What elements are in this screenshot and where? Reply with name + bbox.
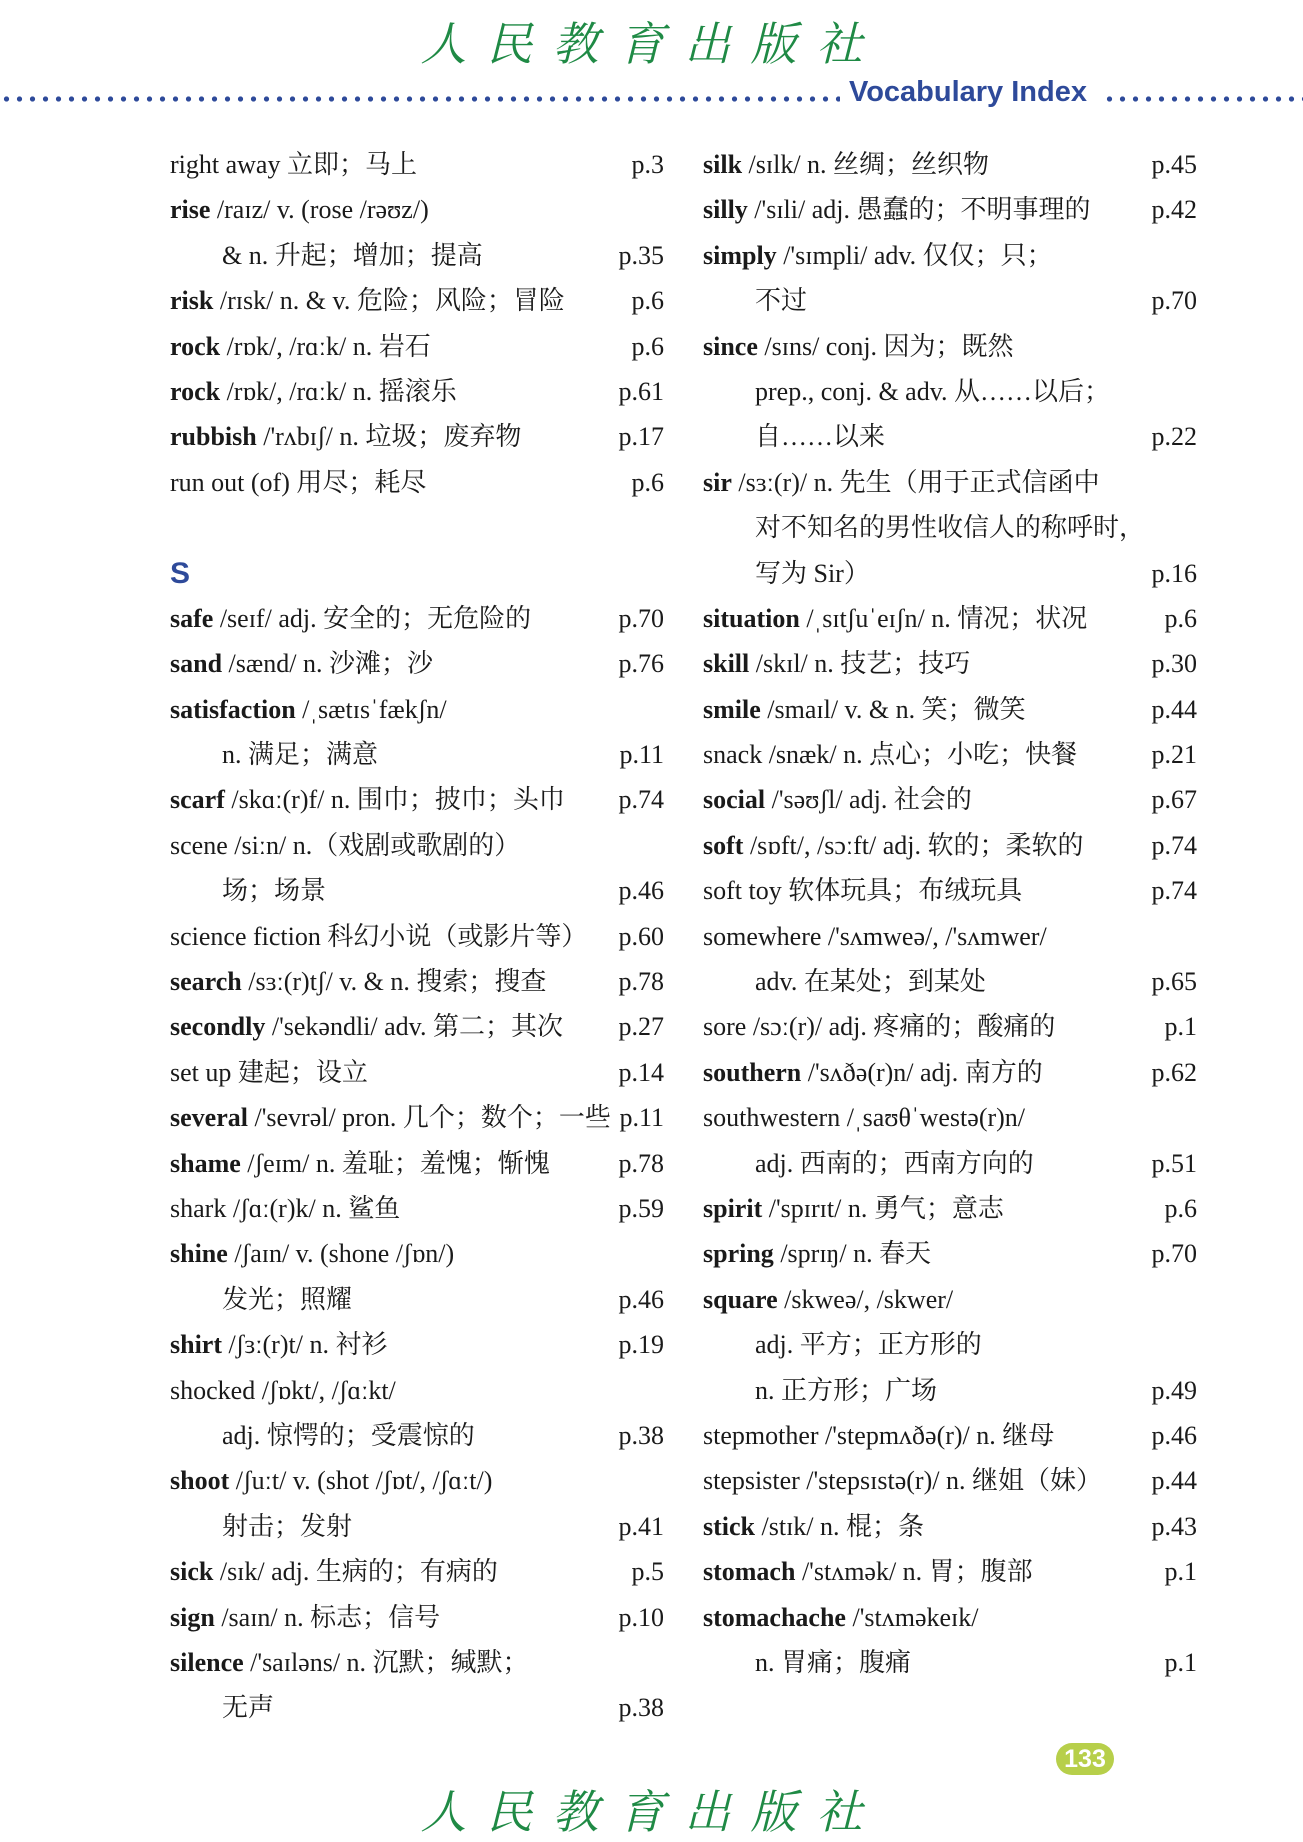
vocab-entry: [170, 641, 664, 686]
headword: rise: [170, 195, 211, 225]
entry-text: scene /siːn/ n.（戏剧或歌剧的）: [170, 830, 521, 860]
vocab-entry: [703, 687, 1197, 732]
vocab-entry: [170, 1640, 664, 1685]
entry-text: shark /ʃɑː(r)k/ n. 鲨鱼: [170, 1193, 401, 1223]
headword: safe: [170, 603, 214, 633]
entry-text: /skweə/, /skwer/: [777, 1284, 954, 1314]
headword: stomachache: [703, 1602, 846, 1632]
vocab-entry: [170, 1595, 664, 1640]
headword: rock: [170, 376, 221, 406]
vocab-entry: [703, 777, 1197, 822]
page-reference: p.74: [1151, 830, 1197, 860]
entry-continuation: [703, 414, 1197, 459]
headword: secondly: [170, 1012, 266, 1042]
headword: square: [703, 1284, 778, 1314]
entry-text: 对不知名的男性收信人的称呼时，: [755, 513, 1146, 543]
blank-line: [170, 505, 664, 550]
vocab-entry: [703, 914, 1197, 959]
entry-text: n. 满足；满意: [222, 740, 379, 770]
page-reference: p.74: [1151, 876, 1197, 906]
entry-text: /ˌsætɪsˈfækʃn/: [295, 694, 447, 724]
entry-text: adj. 平方；正方形的: [755, 1330, 982, 1360]
headword: shirt: [170, 1330, 222, 1360]
vocab-entry: [170, 777, 664, 822]
page-reference: p.76: [618, 649, 664, 679]
page-reference: p.35: [618, 240, 664, 270]
entry-text: n. 正方形；广场: [755, 1375, 938, 1405]
vocab-entry: [703, 1595, 1197, 1640]
entry-text: /skɪl/ n. 技艺；技巧: [749, 649, 971, 679]
page-reference: p.16: [1151, 558, 1197, 588]
entry-continuation: [170, 1504, 664, 1549]
right-column: [703, 142, 1197, 1685]
page-reference: p.14: [618, 1057, 664, 1087]
headword: stick: [703, 1511, 755, 1541]
vocab-entry: [170, 1322, 664, 1367]
headword: rock: [170, 331, 221, 361]
entry-text: /stɪk/ n. 棍；条: [755, 1511, 925, 1541]
entry-text: prep., conj. & adv. 从……以后；: [755, 376, 1111, 406]
entry-text: snack /snæk/ n. 点心；小吃；快餐: [703, 740, 1078, 770]
entry-text: /smaɪl/ v. & n. 笑；微笑: [760, 694, 1026, 724]
vocab-entry: [170, 1004, 664, 1049]
page-reference: p.6: [631, 286, 664, 316]
page-reference: p.6: [631, 467, 664, 497]
entry-text: /rɒk/, /rɑːk/ n. 摇滚乐: [220, 376, 457, 406]
vocab-entry: [170, 687, 664, 732]
entry-text: /rɪsk/ n. & v. 危险；风险；冒险: [213, 286, 565, 316]
page-reference: p.3: [631, 150, 664, 179]
letter-heading: S: [170, 556, 191, 590]
vocab-entry: [703, 823, 1197, 868]
entry-text: stepsister /'stepsɪstə(r)/ n. 继姐（妹）: [703, 1466, 1102, 1496]
entry-continuation: [170, 233, 664, 278]
page-reference: p.70: [1151, 286, 1197, 316]
vocab-entry: [170, 278, 664, 323]
vocab-entry: [170, 187, 664, 232]
vocab-entry: [703, 1549, 1197, 1594]
entry-text: 射击；发射: [222, 1511, 353, 1541]
entry-text: /skɑː(r)f/ n. 围巾；披巾；头巾: [224, 785, 565, 815]
vocab-entry: [170, 1095, 664, 1140]
page-reference: p.78: [618, 967, 664, 997]
entry-text: adj. 惊愕的；受震惊的: [222, 1420, 475, 1450]
vocab-entry: [703, 460, 1197, 505]
page-reference: p.74: [618, 785, 664, 815]
entry-text: /ʃɜː(r)t/ n. 衬衫: [222, 1330, 388, 1360]
entry-continuation: [703, 369, 1197, 414]
entry-text: /sænd/ n. 沙滩；沙: [222, 649, 433, 679]
entry-text: /'stʌməkeɪk/: [845, 1602, 979, 1632]
publisher-logo-top: 人民教育出版社: [420, 17, 883, 71]
entry-text: /'stʌmək/ n. 胃；腹部: [795, 1557, 1033, 1587]
headword: silk: [703, 150, 743, 179]
page-reference: p.46: [618, 1284, 664, 1314]
page-reference: p.17: [618, 422, 664, 452]
headword: shame: [170, 1148, 241, 1178]
page-reference: p.42: [1151, 195, 1197, 225]
entry-text: 场；场景: [222, 876, 327, 906]
entry-text: sore /sɔː(r)/ adj. 疼痛的；酸痛的: [703, 1012, 1056, 1042]
headword: search: [170, 967, 242, 997]
headword: several: [170, 1103, 248, 1133]
page-reference: p.44: [1151, 1466, 1197, 1496]
entry-continuation: [170, 1277, 664, 1322]
page-reference: p.38: [618, 1420, 664, 1450]
page-reference: p.6: [631, 331, 664, 361]
headword: stomach: [703, 1557, 796, 1587]
vocab-entry: [170, 1231, 664, 1276]
page-reference: p.70: [1151, 1239, 1197, 1269]
headword: scarf: [170, 785, 225, 815]
page-reference: p.67: [1151, 785, 1197, 815]
headword: smile: [703, 694, 761, 724]
publisher-logo-bottom: 人民教育出版社: [420, 1785, 883, 1839]
entry-continuation: [170, 1685, 664, 1730]
entry-text: /raɪz/ v. (rose /rəʊz/): [210, 195, 429, 225]
entry-text: /sɜː(r)tʃ/ v. & n. 搜索；搜查: [241, 967, 547, 997]
entry-continuation: [170, 868, 664, 913]
vocab-entry: [703, 1095, 1197, 1140]
vocab-entry: [703, 187, 1197, 232]
page-reference: p.60: [618, 921, 664, 951]
entry-text: /sɜː(r)/ n. 先生（用于正式信函中: [731, 467, 1100, 497]
page-reference: p.21: [1151, 740, 1197, 770]
headword: sick: [170, 1557, 214, 1587]
entry-text: /seɪf/ adj. 安全的；无危险的: [213, 603, 532, 633]
entry-text: adj. 西南的；西南方向的: [755, 1148, 1034, 1178]
vocab-entry: [170, 1141, 664, 1186]
vocab-entry: [703, 324, 1197, 369]
entry-continuation: [703, 959, 1197, 1004]
vocab-entry: [170, 1458, 664, 1503]
page-reference: p.65: [1151, 967, 1197, 997]
vocab-entry: [703, 1050, 1197, 1095]
vocab-entry: [703, 233, 1197, 278]
page-reference: p.43: [1151, 1511, 1197, 1541]
entry-continuation: [703, 1141, 1197, 1186]
vocab-entry: [703, 1277, 1197, 1322]
page-reference: p.10: [618, 1602, 664, 1632]
vocab-entry: [170, 460, 664, 505]
headword: rubbish: [170, 422, 257, 452]
entry-text: /sɪlk/ n. 丝绸；丝织物: [742, 150, 990, 179]
vocab-entry: [703, 868, 1197, 913]
entry-text: adv. 在某处；到某处: [755, 967, 986, 997]
entry-text: /sɪns/ conj. 因为；既然: [757, 331, 1014, 361]
vocab-entry: [703, 732, 1197, 777]
page-reference: p.44: [1151, 694, 1197, 724]
entry-text: & n. 升起；增加；提高: [222, 240, 483, 270]
vocab-entry: [170, 369, 664, 414]
entry-text: /ˌsɪtʃuˈeɪʃn/ n. 情况；状况: [799, 603, 1088, 633]
page-reference: p.41: [618, 1511, 664, 1541]
entry-continuation: [703, 505, 1197, 550]
entry-text: /sɒft/, /sɔːft/ adj. 软的；柔软的: [743, 830, 1084, 860]
entry-text: /saɪn/ n. 标志；信号: [214, 1602, 441, 1632]
page-reference: p.19: [618, 1330, 664, 1360]
entry-text: 不过: [755, 286, 808, 316]
entry-text: /'rʌbɪʃ/ n. 垃圾；废弃物: [256, 422, 522, 452]
entry-text: set up 建起；设立: [170, 1057, 368, 1087]
left-column: [170, 142, 664, 1731]
vocab-entry: [170, 1050, 664, 1095]
entry-text: /ʃuːt/ v. (shot /ʃɒt/, /ʃɑːt/): [229, 1466, 493, 1496]
entry-text: /sɪk/ adj. 生病的；有病的: [213, 1557, 498, 1587]
vocab-entry: [703, 1231, 1197, 1276]
vocab-entry: [170, 1549, 664, 1594]
entry-text: /'sevrəl/ pron. 几个；数个；一些: [247, 1103, 611, 1133]
headword: spring: [703, 1239, 774, 1269]
headword: risk: [170, 286, 214, 316]
headword: situation: [703, 603, 800, 633]
entry-continuation: [703, 1640, 1197, 1685]
page-reference: p.1: [1164, 1012, 1197, 1042]
page-reference: p.62: [1151, 1057, 1197, 1087]
vocab-entry: [703, 1413, 1197, 1458]
entry-text: 自……以来: [755, 422, 886, 452]
entry-continuation: [170, 732, 664, 777]
page-reference: p.1: [1164, 1647, 1197, 1677]
entry-text: run out (of) 用尽；耗尽: [170, 467, 427, 497]
entry-text: southwestern /ˌsaʊθˈwestə(r)n/: [703, 1103, 1026, 1133]
entry-text: soft toy 软体玩具；布绒玩具: [703, 876, 1023, 906]
page-reference: p.11: [619, 1103, 664, 1133]
page-reference: p.70: [618, 603, 664, 633]
headword: social: [703, 785, 766, 815]
entry-text: /ʃaɪn/ v. (shone /ʃɒn/): [227, 1239, 455, 1269]
entry-continuation: [703, 1368, 1197, 1413]
page-reference: p.78: [618, 1148, 664, 1178]
headword: simply: [703, 240, 777, 270]
entry-text: science fiction 科幻小说（或影片等）: [170, 921, 588, 951]
page-reference: p.38: [618, 1693, 664, 1723]
entry-text: /rɒk/, /rɑːk/ n. 岩石: [220, 331, 431, 361]
entry-text: /'sʌðə(r)n/ adj. 南方的: [801, 1057, 1043, 1087]
headword: spirit: [703, 1193, 763, 1223]
vocab-entry: [170, 414, 664, 459]
vocab-entry: [170, 823, 664, 868]
page-reference: p.27: [618, 1012, 664, 1042]
headword: shoot: [170, 1466, 230, 1496]
entry-text: 写为 Sir）: [755, 558, 870, 588]
page-reference: p.46: [618, 876, 664, 906]
entry-text: stepmother /'stepmʌðə(r)/ n. 继母: [703, 1420, 1055, 1450]
page-reference: p.22: [1151, 422, 1197, 452]
vocab-entry: [703, 1186, 1197, 1231]
vocab-entry: [703, 641, 1197, 686]
vocab-entry: [170, 142, 664, 187]
page-reference: p.11: [619, 740, 664, 770]
page-number-badge: 133: [1056, 1743, 1114, 1775]
entry-text: /'səʊʃl/ adj. 社会的: [765, 785, 972, 815]
entry-continuation: [170, 1413, 664, 1458]
page-reference: p.30: [1151, 649, 1197, 679]
entry-text: /'sɪli/ adj. 愚蠢的；不明事理的: [747, 195, 1091, 225]
header-dotted-rule-right: [1103, 96, 1303, 102]
entry-text: 发光；照耀: [222, 1284, 353, 1314]
vocab-entry: [170, 596, 664, 641]
vocab-entry: [703, 1504, 1197, 1549]
vocab-entry: [703, 1458, 1197, 1503]
page-reference: p.51: [1151, 1148, 1197, 1178]
page-reference: p.1: [1164, 1557, 1197, 1587]
vocab-entry: [170, 1186, 664, 1231]
entry-text: shocked /ʃɒkt/, /ʃɑːkt/: [170, 1375, 396, 1405]
entry-continuation: [703, 278, 1197, 323]
page-reference: p.5: [631, 1557, 664, 1587]
headword: satisfaction: [170, 694, 296, 724]
headword: silence: [170, 1647, 244, 1677]
entry-text: /sprɪŋ/ n. 春天: [773, 1239, 932, 1269]
headword: silly: [703, 195, 748, 225]
entry-text: n. 胃痛；腹痛: [755, 1647, 912, 1677]
entry-continuation: [703, 1322, 1197, 1367]
headword: southern: [703, 1057, 802, 1087]
entry-text: /'sɪmpli/ adv. 仅仅；只；: [776, 240, 1053, 270]
headword: sand: [170, 649, 223, 679]
entry-text: /'spɪrɪt/ n. 勇气；意志: [762, 1193, 1004, 1223]
headword: skill: [703, 649, 750, 679]
entry-text: /'saɪləns/ n. 沉默；缄默；: [243, 1647, 529, 1677]
page-reference: p.6: [1164, 603, 1197, 633]
entry-text: somewhere /'sʌmweə/, /'sʌmwer/: [703, 921, 1047, 951]
vocab-entry: [703, 1004, 1197, 1049]
headword: shine: [170, 1239, 228, 1269]
page-reference: p.6: [1164, 1193, 1197, 1223]
page-reference: p.45: [1151, 150, 1197, 179]
entry-text: /ʃeɪm/ n. 羞耻；羞愧；惭愧: [240, 1148, 550, 1178]
vocab-entry: [170, 1368, 664, 1413]
section-title: Vocabulary Index: [849, 76, 1087, 108]
headword: since: [703, 331, 758, 361]
entry-continuation: [703, 551, 1197, 596]
entry-text: 无声: [222, 1693, 275, 1723]
page-reference: p.59: [618, 1193, 664, 1223]
header-dotted-rule-left: [0, 96, 840, 102]
vocab-entry: [170, 914, 664, 959]
vocab-entry: [703, 142, 1197, 187]
headword: sir: [703, 467, 732, 497]
entry-text: right away 立即；马上: [170, 150, 417, 179]
vocab-entry: [703, 596, 1197, 641]
entry-text: /'sekəndli/ adv. 第二；其次: [265, 1012, 563, 1042]
vocab-entry: [170, 324, 664, 369]
headword: sign: [170, 1602, 215, 1632]
headword: soft: [703, 830, 744, 860]
page-reference: p.61: [618, 376, 664, 406]
page-reference: p.46: [1151, 1420, 1197, 1450]
vocab-entry: [170, 959, 664, 1004]
page-reference: p.49: [1151, 1375, 1197, 1405]
